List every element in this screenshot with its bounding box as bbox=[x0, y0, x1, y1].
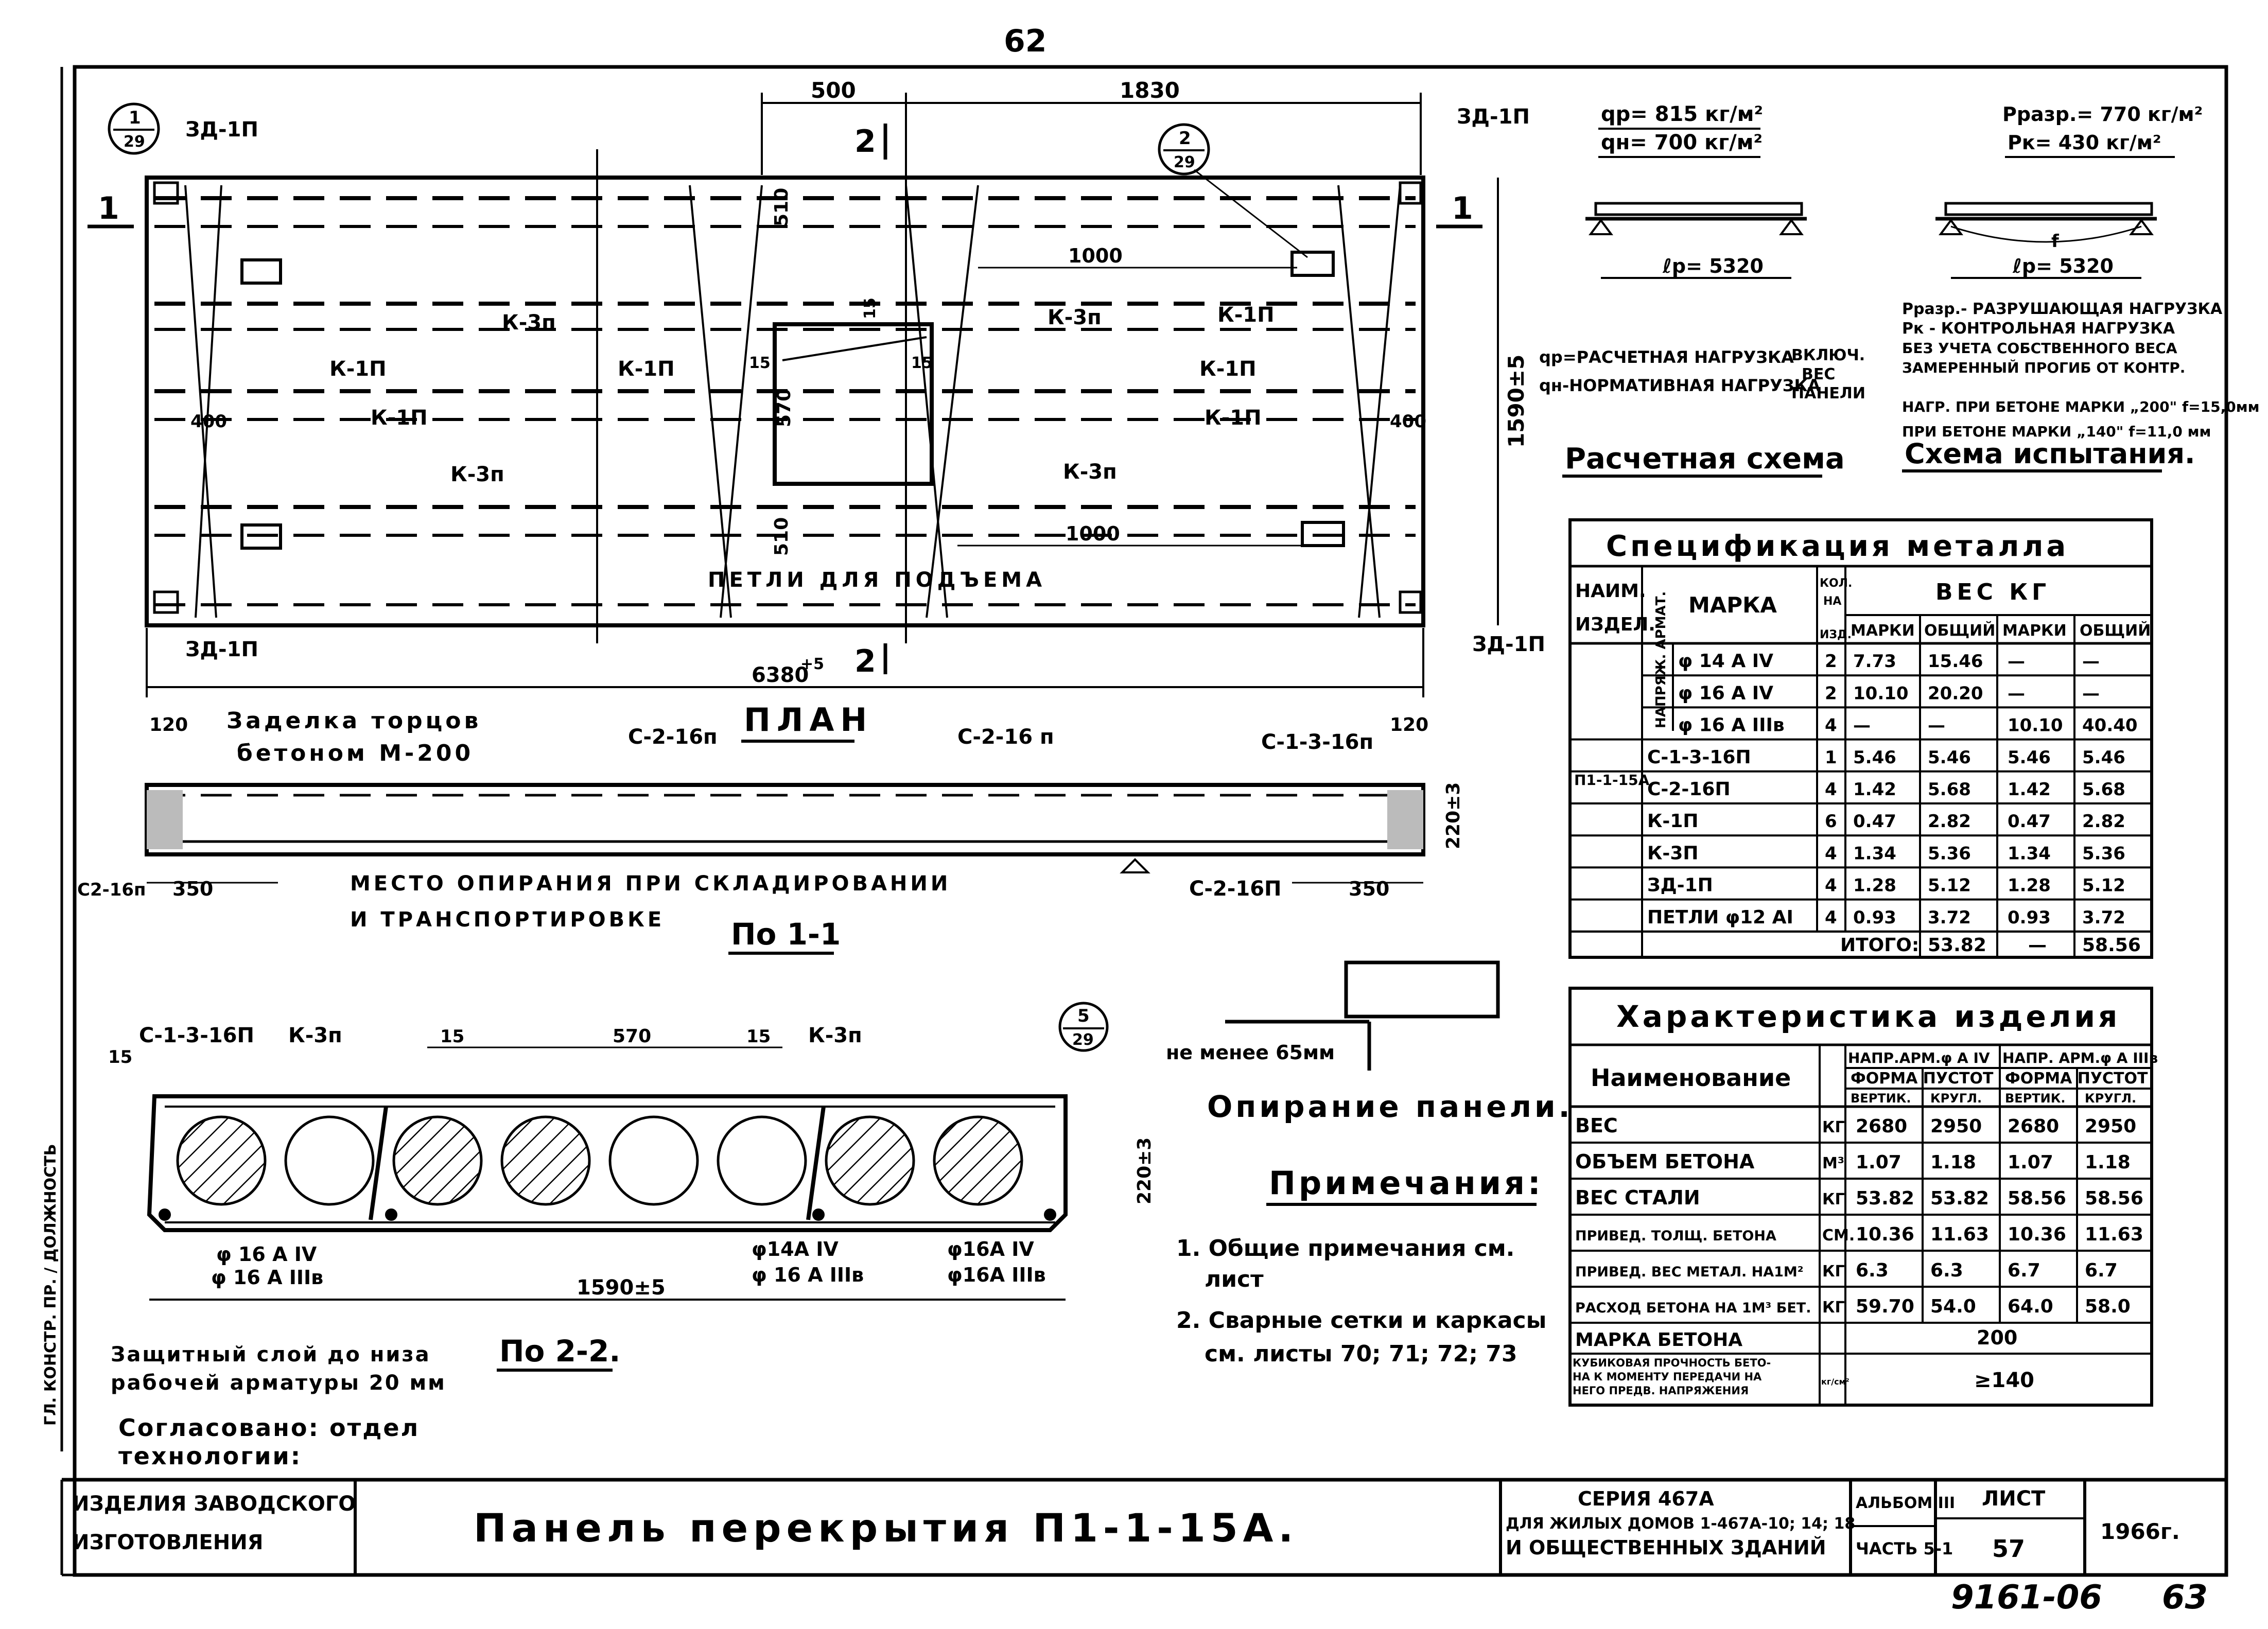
spec-cell: 5.68 bbox=[1928, 779, 1971, 800]
s22-height: 220±3 bbox=[1134, 1137, 1155, 1204]
chars-cell: ВЕС bbox=[1575, 1114, 1618, 1137]
spec-product: П1-1-15А bbox=[1574, 772, 1650, 789]
spec-cell: 5.68 bbox=[2082, 779, 2125, 800]
spec-cell: 4 bbox=[1825, 875, 1837, 896]
spec-cell: К-3П bbox=[1647, 843, 1699, 864]
chars-cell: ПРИВЕД. ТОЛЩ. БЕТОНА bbox=[1575, 1228, 1776, 1244]
plan-frame-diagonal bbox=[906, 185, 947, 618]
note-2b: см. листы 70; 71; 72; 73 bbox=[1205, 1341, 1517, 1367]
chars-cell: КГ bbox=[1822, 1118, 1845, 1136]
s22-15c: 15 bbox=[746, 1026, 771, 1047]
spec-h-name2: ИЗДЕЛ. bbox=[1575, 614, 1655, 635]
rebar-dot bbox=[385, 1208, 397, 1221]
spec-cell: 2.82 bbox=[1928, 811, 1971, 832]
spec-cell: 5.46 bbox=[1928, 747, 1971, 768]
calc-load bbox=[1596, 203, 1802, 215]
support-detail bbox=[1166, 962, 1573, 1124]
chars-cell: 2950 bbox=[1930, 1116, 1982, 1137]
chars-cell: 1.07 bbox=[1856, 1152, 1901, 1173]
section22-title: По 2-2. bbox=[499, 1334, 621, 1369]
dim-350b: 350 bbox=[1349, 878, 1390, 900]
section-mark-2-top: 2 bbox=[854, 124, 876, 160]
cover-line1: Защитный слой до низа bbox=[111, 1343, 431, 1367]
calc-title: Расчетная схема bbox=[1565, 442, 1845, 476]
calc-leg1: qр=РАСЧЕТНАЯ НАГРУЗКА bbox=[1539, 347, 1794, 367]
bar-c2: φ16А IIIв bbox=[947, 1264, 1046, 1286]
void-hatched bbox=[934, 1117, 1022, 1204]
spec-cell: ПЕТЛИ φ12 АI bbox=[1647, 906, 1793, 928]
dim-120b: 120 bbox=[1390, 714, 1429, 735]
chars-cell: 59.70 bbox=[1856, 1296, 1914, 1317]
lifting-loop bbox=[1292, 252, 1333, 275]
chars-cell: 10.36 bbox=[2008, 1224, 2066, 1245]
tb-sheet: 57 bbox=[1992, 1535, 2026, 1563]
chars-cell: 6.3 bbox=[1930, 1260, 1963, 1281]
spec-cell: φ 14 А IV bbox=[1678, 651, 1773, 672]
spec-total-2: — bbox=[2028, 935, 2047, 956]
chars-mark-label: МАРКА БЕТОНА bbox=[1575, 1329, 1743, 1351]
page-number-bottom: 63 bbox=[2162, 1579, 2208, 1617]
leader-line bbox=[1194, 170, 1307, 257]
note-2a: 2. Сварные сетки и каркасы bbox=[1176, 1307, 1547, 1334]
dim-400b: 400 bbox=[1390, 411, 1426, 432]
spec-cell: 15.46 bbox=[1928, 651, 1983, 672]
spec-cell: 2 bbox=[1825, 651, 1837, 672]
chars-cell: 58.56 bbox=[2085, 1188, 2143, 1209]
test-t5: НАГР. ПРИ БЕТОНЕ МАРКИ „200" f=15,0мм bbox=[1902, 398, 2260, 415]
spec-cell: 4 bbox=[1825, 715, 1837, 736]
label-zd-bl: ЗД-1П bbox=[185, 638, 258, 661]
calc-qn: qн= 700 кг/м² bbox=[1601, 131, 1763, 154]
plan-frame-diagonal bbox=[196, 185, 221, 618]
dim-height: 1590±5 bbox=[1504, 354, 1529, 448]
spec-cell: 7.73 bbox=[1853, 651, 1896, 672]
embedded-part bbox=[1400, 592, 1421, 612]
callout-1-num: 1 bbox=[129, 108, 141, 128]
chars-cell: 1.18 bbox=[1930, 1152, 1976, 1173]
spec-cell: — bbox=[1853, 715, 1871, 736]
void-empty bbox=[610, 1117, 697, 1204]
calc-leg3: ВКЛЮЧ. bbox=[1791, 346, 1865, 364]
calc-qp: qр= 815 кг/м² bbox=[1601, 102, 1763, 126]
spec-cell: С-1-3-16П bbox=[1647, 746, 1751, 768]
s22-15b: 15 bbox=[440, 1026, 465, 1047]
section11-title: По 1-1 bbox=[731, 917, 841, 952]
bar-a1: φ 16 А IV bbox=[216, 1243, 317, 1266]
spec-cell: 1.34 bbox=[2008, 843, 2051, 864]
chars-h-g1: НАПР.АРМ.φ А IV bbox=[1848, 1049, 1990, 1066]
spec-cell: 4 bbox=[1825, 907, 1837, 928]
plan-frame-diagonal bbox=[1359, 185, 1400, 618]
calc-leg5: ПАНЕЛИ bbox=[1791, 384, 1865, 402]
spec-cell: 40.40 bbox=[2082, 715, 2138, 736]
bar-c1: φ16А IV bbox=[947, 1238, 1034, 1260]
spec-cell: — bbox=[1928, 715, 1945, 736]
spec-cell: 5.46 bbox=[2008, 747, 2051, 768]
mesh-e: С2-16п bbox=[77, 880, 146, 900]
chars-h-f1: ФОРМА ПУСТОТ bbox=[1851, 1070, 1994, 1088]
spec-cell: 5.12 bbox=[2082, 875, 2125, 896]
dim-1000a: 1000 bbox=[1068, 244, 1123, 267]
label-k1-a: К-1П bbox=[329, 357, 387, 381]
test-deflection bbox=[1951, 226, 2141, 242]
tb-part: ЧАСТЬ 5-1 bbox=[1856, 1539, 1953, 1558]
s22-width: 1590±5 bbox=[577, 1276, 666, 1300]
label-k1-c: К-1П bbox=[1217, 303, 1275, 327]
bar-b1: φ14А IV bbox=[752, 1238, 839, 1260]
dim-total-tol: +5 bbox=[800, 655, 825, 673]
callout-2-num: 2 bbox=[1179, 128, 1191, 149]
spec-cell: 5.12 bbox=[1928, 875, 1971, 896]
support-min-label: не менее 65мм bbox=[1166, 1041, 1335, 1064]
label-k3-a: К-3п bbox=[502, 311, 556, 335]
dim-1830: 1830 bbox=[1120, 78, 1180, 103]
rebar-dot bbox=[159, 1208, 171, 1221]
spec-h-qty1: КОЛ. bbox=[1820, 577, 1853, 590]
rebar-dot bbox=[812, 1208, 825, 1221]
chars-cell: 2950 bbox=[2085, 1116, 2137, 1137]
chars-mark-value: 200 bbox=[1977, 1326, 2018, 1349]
support-triangle bbox=[1122, 860, 1148, 872]
spec-cell: ЗД-1П bbox=[1647, 874, 1713, 896]
chars-cell: 11.63 bbox=[2085, 1224, 2143, 1245]
tb-left-l2: ИЗГОТОВЛЕНИЯ bbox=[72, 1531, 264, 1554]
chars-h-f2: ФОРМА ПУСТОТ bbox=[2005, 1070, 2148, 1088]
label-k3-d: К-3п bbox=[1063, 460, 1117, 484]
spec-h-sub: ОБЩИЙ bbox=[2080, 622, 2151, 640]
s22-k3-a: К-3п bbox=[288, 1024, 342, 1047]
tb-series-l1: СЕРИЯ 467А bbox=[1578, 1487, 1714, 1510]
section-1-1 bbox=[77, 708, 1464, 953]
chars-cell: 64.0 bbox=[2008, 1296, 2053, 1317]
dim-15b: 15 bbox=[749, 354, 771, 372]
chars-cell: 6.3 bbox=[1856, 1260, 1889, 1281]
dim-120a: 120 bbox=[149, 714, 188, 735]
margin-text: ГЛ. КОНСТР. ПР. / ДОЛЖНОСТЬ bbox=[42, 1144, 60, 1426]
test-pk: Рк= 430 кг/м² bbox=[2008, 131, 2161, 154]
dim-1000b: 1000 bbox=[1066, 522, 1120, 545]
spec-cell: 5.46 bbox=[1853, 747, 1896, 768]
spec-cell: 1.28 bbox=[2008, 875, 2051, 896]
spec-cell: 5.36 bbox=[2082, 843, 2125, 864]
spec-cell: 4 bbox=[1825, 843, 1837, 864]
chars-cell: 6.7 bbox=[2008, 1260, 2040, 1281]
test-t6: ПРИ БЕТОНЕ МАРКИ „140" f=11,0 мм bbox=[1902, 423, 2211, 440]
frame-k3 bbox=[808, 1107, 824, 1220]
s22-callout-den: 29 bbox=[1072, 1031, 1094, 1049]
spec-cell: 2.82 bbox=[2082, 811, 2125, 832]
section-2-2 bbox=[108, 1003, 1155, 1395]
chars-cell: 6.7 bbox=[2085, 1260, 2118, 1281]
test-t2: Рк - КОНТРОЛЬНАЯ НАГРУЗКА bbox=[1902, 320, 2175, 338]
s22-k3-b: К-3п bbox=[808, 1024, 862, 1047]
plan-frame-diagonal bbox=[185, 185, 216, 618]
title-block bbox=[62, 1480, 2226, 1575]
s22-top-left: С-1-3-16П bbox=[139, 1024, 254, 1047]
spec-cell: — bbox=[2082, 683, 2100, 704]
plan-view bbox=[88, 78, 1545, 741]
chars-h-name: Наименование bbox=[1591, 1064, 1791, 1092]
dim-400a: 400 bbox=[190, 411, 227, 432]
chars-h-s: ВЕРТИК. bbox=[1851, 1091, 1911, 1106]
spec-cell: — bbox=[2008, 651, 2025, 672]
mesh-a: С-2-16п bbox=[628, 725, 718, 749]
spec-cell: 1 bbox=[1825, 747, 1837, 768]
spec-h-weight: ВЕС КГ bbox=[1935, 579, 2051, 605]
spec-total-1: 53.82 bbox=[1928, 935, 1986, 956]
spec-cell: 0.93 bbox=[1853, 907, 1896, 928]
chars-cell: 58.56 bbox=[2008, 1188, 2066, 1209]
cover-line2: рабочей арматуры 20 мм bbox=[111, 1371, 446, 1395]
chars-table bbox=[1570, 988, 2158, 1405]
calc-leg4: ВЕС bbox=[1802, 365, 1836, 383]
spec-h-qty2: НА bbox=[1823, 595, 1842, 608]
plan-title: ПЛАН bbox=[744, 701, 874, 739]
spec-h-sub: ОБЩИЙ bbox=[1924, 622, 1996, 640]
chars-h-s: КРУГЛ. bbox=[2085, 1091, 2137, 1106]
chars-cell: 1.18 bbox=[2085, 1152, 2131, 1173]
spec-cell: 1.42 bbox=[1853, 779, 1896, 800]
page-number-top: 62 bbox=[1004, 23, 1047, 59]
support-line2: И ТРАНСПОРТИРОВКЕ bbox=[350, 908, 665, 932]
tb-album: АЛЬБОМ III bbox=[1856, 1494, 1956, 1512]
chars-cell: РАСХОД БЕТОНА НА 1М³ БЕТ. bbox=[1575, 1300, 1811, 1316]
test-scheme bbox=[1902, 103, 2259, 471]
spec-cell: К-1П bbox=[1647, 811, 1699, 832]
s22-15a: 15 bbox=[108, 1047, 133, 1067]
section11-end-fill bbox=[1387, 790, 1423, 849]
tb-series-l3: И ОБЩЕСТВЕННЫХ ЗДАНИЙ bbox=[1506, 1536, 1826, 1559]
dim-510a: 510 bbox=[771, 187, 792, 226]
rebar-dot bbox=[1044, 1208, 1056, 1221]
spec-cell: 5.46 bbox=[2082, 747, 2125, 768]
spec-cell: 20.20 bbox=[1928, 683, 1983, 704]
mesh-c: С-1-3-16п bbox=[1261, 730, 1374, 754]
section-mark-1-left: 1 bbox=[98, 190, 119, 226]
test-f: f bbox=[2051, 231, 2059, 252]
void-hatched bbox=[178, 1117, 265, 1204]
s22-570: 570 bbox=[613, 1026, 652, 1047]
spec-cell: 3.72 bbox=[2082, 907, 2125, 928]
calc-scheme bbox=[1539, 102, 1865, 476]
chars-cube-2: НА К МОМЕНТУ ПЕРЕДАЧИ НА bbox=[1573, 1371, 1762, 1383]
spec-cell: φ 16 А IV bbox=[1678, 682, 1773, 704]
spec-cell: 1.34 bbox=[1853, 843, 1896, 864]
test-t4: ЗАМЕРЕННЫЙ ПРОГИБ ОТ КОНТР. bbox=[1902, 359, 2186, 376]
label-k1-e: К-1П bbox=[371, 406, 428, 430]
spec-h-name1: НАИМ. bbox=[1575, 581, 1646, 602]
spec-cell: 1.28 bbox=[1853, 875, 1896, 896]
spec-group-label: НАПРЯЖ. АРМАТ. bbox=[1653, 591, 1669, 728]
chars-cube-1: КУБИКОВАЯ ПРОЧНОСТЬ БЕТО- bbox=[1573, 1357, 1771, 1369]
support-line1: МЕСТО ОПИРАНИЯ ПРИ СКЛАДИРОВАНИИ bbox=[350, 872, 951, 896]
chars-cell: 54.0 bbox=[1930, 1296, 1976, 1317]
spec-total-label: ИТОГО: bbox=[1840, 935, 1920, 956]
spec-cell: 2 bbox=[1825, 683, 1837, 704]
chars-cell: 2680 bbox=[1856, 1116, 1908, 1137]
plan-frame-diagonal bbox=[721, 185, 762, 618]
chars-cell: КГ bbox=[1822, 1263, 1845, 1281]
chars-cell: 53.82 bbox=[1930, 1188, 1989, 1209]
s22-callout-num: 5 bbox=[1077, 1006, 1090, 1026]
label-k1-d: К-1П bbox=[1199, 357, 1257, 381]
bar-a2: φ 16 А IIIв bbox=[211, 1266, 324, 1289]
test-pr: Рразр.= 770 кг/м² bbox=[2002, 103, 2203, 126]
spec-h-mark: МАРКА bbox=[1688, 592, 1777, 618]
chars-cell: ВЕС СТАЛИ bbox=[1575, 1186, 1700, 1209]
calc-lp: ℓр= 5320 bbox=[1663, 255, 1764, 277]
chars-cell: ПРИВЕД. ВЕС МЕТАЛ. НА1М² bbox=[1575, 1264, 1804, 1280]
calc-support bbox=[1591, 220, 1611, 234]
spec-cell: — bbox=[2082, 651, 2100, 672]
chars-cube-unit: кг/см² bbox=[1821, 1377, 1850, 1387]
dim-15a: 15 bbox=[861, 297, 879, 319]
test-t3: БЕЗ УЧЕТА СОБСТВЕННОГО ВЕСА bbox=[1902, 340, 2177, 357]
spec-cell: 10.10 bbox=[1853, 683, 1909, 704]
label-k1-b: К-1П bbox=[618, 357, 675, 381]
spec-cell: 6 bbox=[1825, 811, 1837, 832]
calc-leg2: qн-НОРМАТИВНАЯ НАГРУЗКА bbox=[1539, 376, 1821, 395]
test-t1: Рразр.- РАЗРУШАЮЩАЯ НАГРУЗКА bbox=[1902, 300, 2223, 318]
dim-15c: 15 bbox=[911, 354, 933, 372]
chars-cell: 11.63 bbox=[1930, 1224, 1989, 1245]
label-zd-tr: ЗД-1П bbox=[1457, 105, 1530, 129]
chars-cube-3: НЕГО ПРЕДВ. НАПРЯЖЕНИЯ bbox=[1573, 1385, 1749, 1397]
spec-title: Спецификация металла bbox=[1606, 530, 2069, 563]
spec-cell: 10.10 bbox=[2008, 715, 2063, 736]
spec-cell: С-2-16П bbox=[1647, 779, 1731, 800]
spec-cell: — bbox=[2008, 683, 2025, 704]
support-panel bbox=[1346, 962, 1498, 1017]
chars-cell: КГ bbox=[1822, 1299, 1845, 1317]
embedded-part bbox=[154, 592, 178, 612]
spec-cell: 4 bbox=[1825, 779, 1837, 800]
label-zd-tl: ЗД-1П bbox=[185, 118, 258, 142]
dim-570: 570 bbox=[774, 388, 795, 427]
notes-title: Примечания: bbox=[1269, 1164, 1544, 1202]
spec-h-sub: МАРКИ bbox=[2002, 622, 2067, 640]
spec-cell: 1.42 bbox=[2008, 779, 2051, 800]
support-title: Опирание панели. bbox=[1207, 1089, 1573, 1124]
void-empty bbox=[718, 1117, 806, 1204]
calc-support bbox=[1781, 220, 1802, 234]
dim-350a: 350 bbox=[172, 878, 214, 900]
chars-cell: 10.36 bbox=[1856, 1224, 1914, 1245]
tb-series-l2: ДЛЯ ЖИЛЫХ ДОМОВ 1-467А-10; 14; 18 bbox=[1506, 1515, 1856, 1533]
archive-number: 9161-06 bbox=[1951, 1579, 2102, 1617]
callout-1-den: 29 bbox=[124, 133, 145, 151]
void-empty bbox=[286, 1117, 373, 1204]
notes bbox=[1176, 1164, 1546, 1367]
approval-line1: Согласовано: отдел bbox=[118, 1414, 420, 1442]
chars-cube-value: ≥140 bbox=[1974, 1369, 2035, 1392]
spec-cell: 0.47 bbox=[1853, 811, 1896, 832]
section-mark-1-right: 1 bbox=[1452, 190, 1473, 226]
dim-500: 500 bbox=[811, 78, 856, 103]
spec-h-sub: МАРКИ bbox=[1851, 622, 1915, 640]
bar-b2: φ 16 А IIIв bbox=[752, 1264, 864, 1286]
void-hatched bbox=[502, 1117, 589, 1204]
plan-frame-diagonal bbox=[1338, 185, 1380, 618]
chars-cell: 58.0 bbox=[2085, 1296, 2131, 1317]
label-k3-b: К-3п bbox=[1048, 306, 1102, 329]
label-k3-c: К-3п bbox=[450, 463, 504, 486]
tb-main-title: Панель перекрытия П1-1-15А. bbox=[474, 1505, 1299, 1551]
section11-end-fill bbox=[147, 790, 183, 849]
label-k1-f: К-1П bbox=[1205, 406, 1262, 430]
tb-left-l1: ИЗДЕЛИЯ ЗАВОДСКОГО bbox=[72, 1492, 356, 1516]
chars-cell: КГ bbox=[1822, 1190, 1845, 1208]
end-fill-line1: Заделка торцов bbox=[226, 708, 482, 734]
label-loops: ПЕТЛИ ДЛЯ ПОДЪЕМА bbox=[708, 568, 1046, 592]
void-hatched bbox=[826, 1117, 914, 1204]
mesh-d: С-2-16П bbox=[1189, 877, 1282, 901]
note-1b: лист bbox=[1205, 1266, 1264, 1292]
spec-cell: φ 16 А IIIв bbox=[1678, 714, 1785, 736]
void-hatched bbox=[394, 1117, 481, 1204]
test-lp: ℓр= 5320 bbox=[2013, 255, 2114, 277]
spec-cell: 0.47 bbox=[2008, 811, 2051, 832]
spec-text bbox=[1574, 530, 2151, 956]
dim-total: 6380 bbox=[752, 663, 809, 687]
spec-total-3: 58.56 bbox=[2082, 935, 2141, 956]
tb-year: 1966г. bbox=[2100, 1519, 2180, 1544]
chars-cell: ОБЪЕМ БЕТОНА bbox=[1575, 1150, 1755, 1173]
mesh-b: С-2-16 п bbox=[957, 725, 1054, 749]
dim-510b: 510 bbox=[771, 517, 792, 556]
section-mark-2-bottom: 2 bbox=[854, 643, 876, 679]
chars-cell: 1.07 bbox=[2008, 1152, 2053, 1173]
chars-cell: 53.82 bbox=[1856, 1188, 1914, 1209]
chars-h-g2: НАПР. АРМ.φ А IIIв bbox=[2002, 1049, 2158, 1066]
lifting-loop bbox=[242, 260, 281, 283]
tb-sheet-label: ЛИСТ bbox=[1982, 1487, 2046, 1511]
test-load bbox=[1946, 203, 2152, 215]
spec-cell: 5.36 bbox=[1928, 843, 1971, 864]
chars-cell: СМ. bbox=[1822, 1227, 1855, 1245]
chars-cell: М³ bbox=[1822, 1154, 1844, 1172]
plan-frame-diagonal bbox=[927, 185, 978, 618]
label-zd-br: ЗД-1П bbox=[1472, 633, 1545, 656]
chars-h-s: КРУГЛ. bbox=[1930, 1091, 1982, 1106]
note-1a: 1. Общие примечания см. bbox=[1176, 1235, 1515, 1262]
plan-frame-diagonal bbox=[690, 185, 731, 618]
chars-title: Характеристика изделия bbox=[1616, 999, 2121, 1034]
end-fill-line2: бетоном М-200 bbox=[237, 740, 474, 766]
callout-2-den: 29 bbox=[1174, 153, 1195, 171]
test-title: Схема испытания. bbox=[1905, 437, 2195, 470]
spec-cell: 3.72 bbox=[1928, 907, 1971, 928]
chars-h-s: ВЕРТИК. bbox=[2005, 1091, 2066, 1106]
spec-cell: 0.93 bbox=[2008, 907, 2051, 928]
approval-line2: технологии: bbox=[118, 1442, 302, 1470]
section11-height: 220±3 bbox=[1443, 782, 1464, 849]
spec-h-qty3: ИЗД. bbox=[1820, 628, 1852, 641]
chars-cell: 2680 bbox=[2008, 1116, 2060, 1137]
